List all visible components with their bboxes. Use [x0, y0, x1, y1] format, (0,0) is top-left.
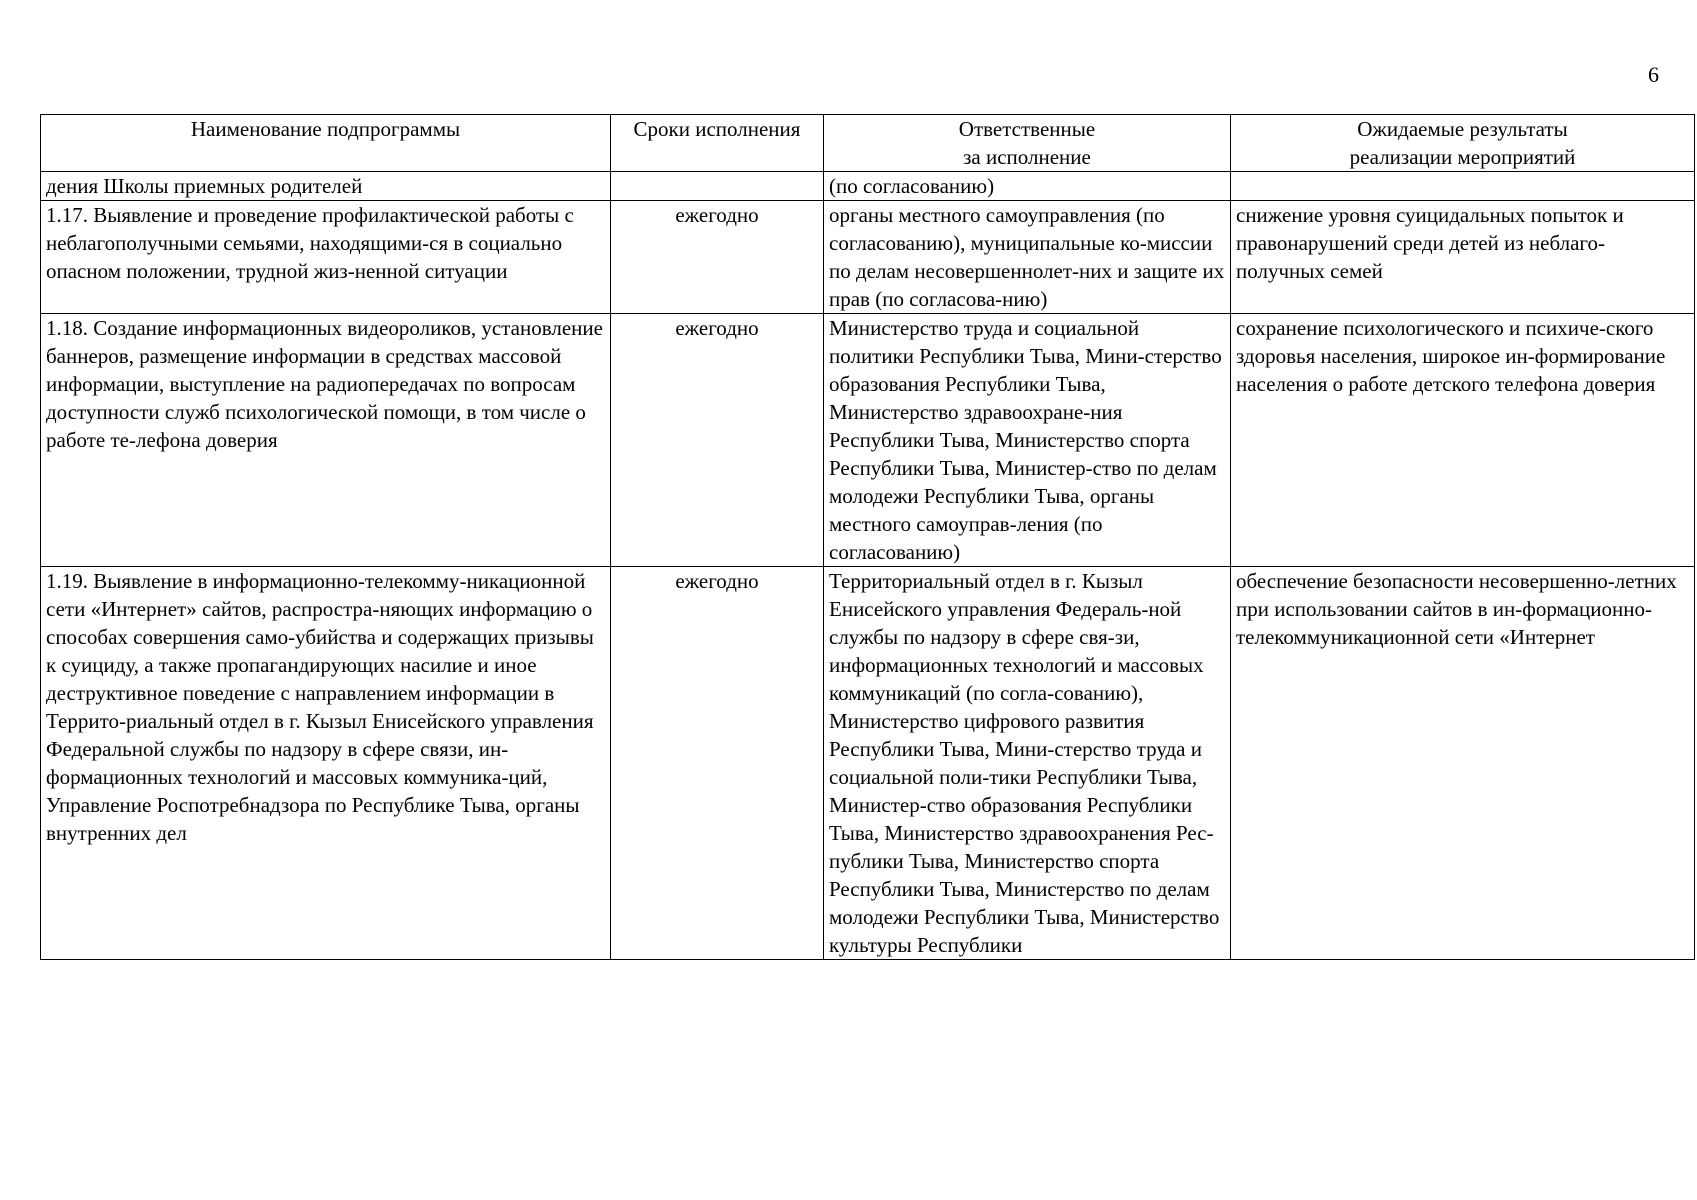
header-name: Наименование подпрограммы [41, 115, 611, 172]
table-row [41, 201, 1695, 314]
table-row [41, 172, 1695, 201]
header-responsible [824, 115, 1231, 172]
header-responsible-line2: за исполнение [963, 145, 1091, 169]
cell-results: обеспечение безопасности несовершенно-летних при использовании сайтов в ин-формационно-телекоммуникационной сети «Интернет [1231, 567, 1695, 960]
cell-deadline: ежегодно [611, 201, 824, 314]
cell-responsible: Министерство труда и социальной политики Республики Тыва, Мини-стерство образования Республики Тыва, Министерство здравоохране-ния Республики Тыва, Министерство спорта Республики Тыва, Министер-ство по делам молодежи Республики Тыва, органы местного самоуправ-ления (по согласованию) [824, 314, 1231, 567]
cell-name: 1.19. Выявление в информационно-телекомму-никационной сети «Интернет» сайтов, распростра-няющих информацию о способах совершения само-убийства и содержащих призывы к суициду, а также пропагандирующих насилие и иное деструктивное поведение с направлением информации в Террито-риальный отдел в г. Кызыл Енисейского управления Федеральной службы по надзору в сфере связи, ин-формационных технологий и массовых коммуника-ций, Управление Роспотребнадзора по Республике Тыва, органы внутренних дел [41, 567, 611, 960]
header-results-line1: Ожидаемые результаты [1357, 117, 1568, 141]
header-responsible-line1: Ответственные [958, 117, 1096, 141]
cell-results: снижение уровня суицидальных попыток и правонарушений среди детей из неблаго-получных семей [1231, 201, 1695, 314]
table-row [41, 567, 1695, 960]
header-results-line2: реализации мероприятий [1349, 145, 1576, 169]
cell-deadline: ежегодно [611, 567, 824, 960]
table-header-row [41, 115, 1695, 172]
cell-name: 1.17. Выявление и проведение профилактической работы с неблагополучными семьями, находящими-ся в социально опасном положении, трудной жиз-ненной ситуации [41, 201, 611, 314]
table-row [41, 314, 1695, 567]
cell-results [1231, 172, 1695, 201]
page-number: 6 [1648, 62, 1659, 87]
cell-name: дения Школы приемных родителей [41, 172, 611, 201]
cell-deadline: ежегодно [611, 314, 824, 567]
header-deadline: Сроки исполнения [611, 115, 824, 172]
cell-deadline [611, 172, 824, 201]
program-table [40, 114, 1695, 960]
cell-responsible: (по согласованию) [824, 172, 1231, 201]
cell-results: сохранение психологического и психиче-ского здоровья населения, широкое ин-формирование населения о работе детского телефона доверия [1231, 314, 1695, 567]
cell-responsible: органы местного самоуправления (по согласованию), муниципальные ко-миссии по делам несовершеннолет-них и защите их прав (по согласова-нию) [824, 201, 1231, 314]
header-results [1231, 115, 1695, 172]
cell-name: 1.18. Создание информационных видеороликов, установление баннеров, размещение информации в средствах массовой информации, выступление на радиопередачах по вопросам доступности служб психологической помощи, в том числе о работе те-лефона доверия [41, 314, 611, 567]
cell-responsible: Территориальный отдел в г. Кызыл Енисейского управления Федераль-ной службы по надзору в сфере свя-зи, информационных технологий и массовых коммуникаций (по согла-сованию), Министерство цифрового развития Республики Тыва, Мини-стерство труда и социальной поли-тики Республики Тыва, Министер-ство образования Республики Тыва, Министерство здравоохранения Рес-публики Тыва, Министерство спорта Республики Тыва, Министерство по делам молодежи Республики Тыва, Министерство культуры Республики [824, 567, 1231, 960]
